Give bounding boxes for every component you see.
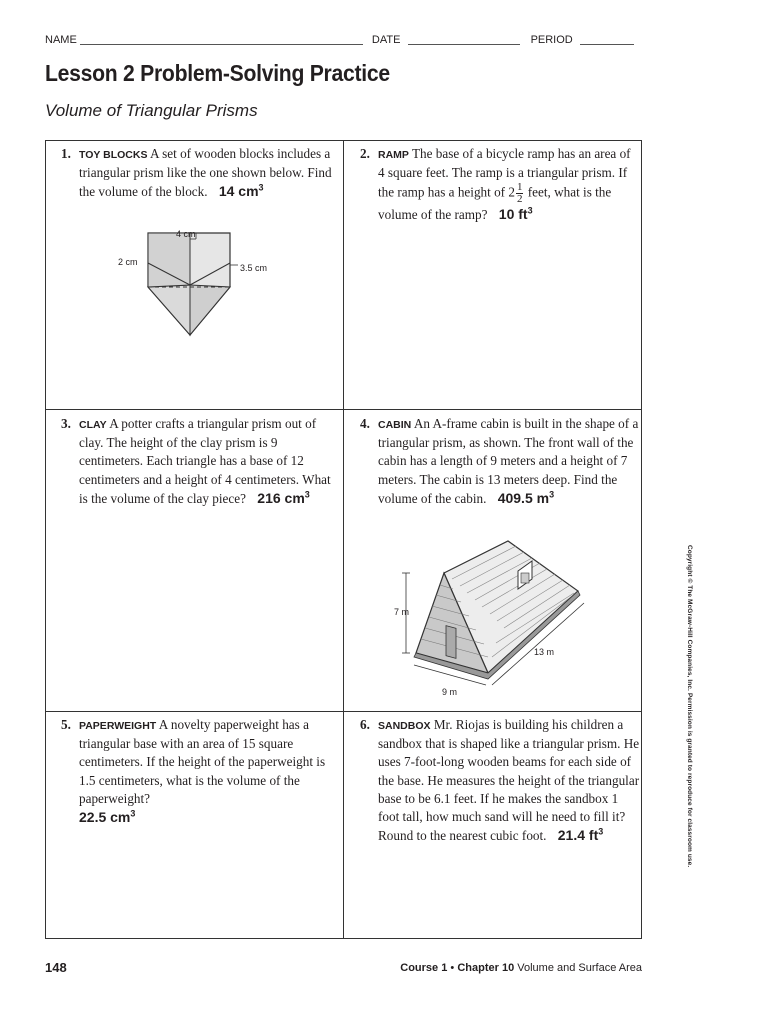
problem-keyword: CLAY — [79, 419, 107, 431]
fraction: $\frac{1}{2}$ — [516, 181, 523, 206]
copyright-notice: Copyright © The McGraw-Hill Companies, Inc. Permission is granted to reproduce for classroom use. — [686, 545, 693, 868]
problem-number: 5. — [61, 717, 71, 732]
problem-number: 6. — [360, 717, 370, 732]
problem-5 — [61, 716, 339, 827]
problem-text: The base of a bicycle ramp has an area of 4 square feet. The ramp is a triangular prism. If the ramp has a height of 2 — [378, 146, 631, 200]
grid-divider-row-2 — [46, 711, 641, 712]
problem-answer: 216 $cm^3$ — [257, 489, 310, 506]
problem-1 — [61, 145, 339, 202]
problem-text: Mr. Riojas is building his children a sandbox that is shaped like a triangular prism. He uses 7-foot-long wooden beams for each side of the base. He measures the height of the triangular base to be 6.1 feet. If he makes the sandbox 1 foot tall, how much sand will he need to fill it? Round to the nearest cubic foot. — [378, 717, 640, 844]
problem-keyword: RAMP — [378, 149, 409, 161]
problem-answer: 14 $cm^3$ — [218, 182, 264, 200]
period-blank — [580, 44, 634, 45]
problem-4 — [360, 415, 640, 508]
problem-number: 4. — [360, 416, 370, 431]
course-label: Course 1 — [400, 962, 448, 974]
problem-keyword: PAPERWEIGHT — [79, 720, 157, 732]
problem-2 — [360, 145, 640, 225]
problem-6 — [360, 716, 640, 845]
lesson-title: Lesson 2 Problem-Solving Practice — [45, 60, 390, 86]
problem-number: 1. — [61, 146, 71, 161]
problem-text-cont: feet, what is the volume of the ramp? — [378, 184, 612, 223]
problem-keyword: TOY BLOCKS — [79, 149, 148, 161]
problem-answer: 409.5 $m^3$ — [497, 489, 555, 506]
toy-block-figure — [106, 225, 286, 345]
problem-text: A set of wooden blocks includes a triangular prism like the one shown below. Find the volume of the block. — [79, 146, 332, 200]
date-label: DATE — [371, 34, 401, 46]
problem-answer: 10 $ft^3$ — [498, 205, 533, 223]
problem-3 — [61, 415, 339, 508]
problem-text: A potter crafts a triangular prism out of clay. The height of the clay prism is 9 centimeters. Each triangle has a base of 12 centimeters and a height of 4 centimeters. What is the volume of the clay piece? — [79, 416, 331, 506]
grid-divider-vertical — [343, 141, 344, 938]
problem-keyword: SANDBOX — [378, 720, 431, 732]
page-number: 148 — [45, 960, 67, 975]
lesson-subtitle: Volume of Triangular Prisms — [45, 101, 258, 120]
name-label: NAME — [45, 34, 77, 46]
figure-label-right: 3.5 cm — [240, 263, 268, 273]
cabin-figure — [396, 533, 596, 703]
cabin-label-depth: 13 m — [534, 647, 555, 657]
figure-label-top: 4 cm — [176, 229, 196, 239]
cabin-label-width: 9 m — [442, 687, 458, 697]
problem-number: 2. — [360, 146, 370, 161]
chapter-label: Chapter 10 — [457, 962, 515, 974]
bullet: • — [450, 962, 455, 974]
footer-course — [400, 962, 642, 974]
figure-label-left: 2 cm — [118, 257, 138, 267]
problem-grid — [45, 140, 642, 939]
grid-divider-row-1 — [46, 409, 641, 410]
chapter-title: Volume and Surface Area — [517, 962, 642, 974]
problem-number: 3. — [61, 416, 71, 431]
problem-answer: 21.4 $ft^3$ — [557, 826, 604, 844]
problem-answer: 22.5 $cm^3$ — [79, 808, 136, 826]
header-line — [45, 34, 645, 46]
date-blank — [408, 44, 520, 45]
problem-text: A novelty paperweight has a triangular base with an area of 15 square centimeters. If the height of the paperweight is 1.5 centimeters, what is the volume of the paperweight? — [79, 717, 326, 806]
problem-text: An A-frame cabin is built in the shape of a triangular prism, as shown. The front wall of the cabin has a length of 9 meters and a height of 7 meters. The cabin is 13 meters deep. Find the volume of the cabin. — [378, 416, 639, 506]
cabin-label-height: 7 m — [394, 607, 410, 617]
period-label: PERIOD — [530, 34, 573, 46]
problem-keyword: CABIN — [378, 419, 412, 431]
name-blank — [80, 44, 363, 45]
